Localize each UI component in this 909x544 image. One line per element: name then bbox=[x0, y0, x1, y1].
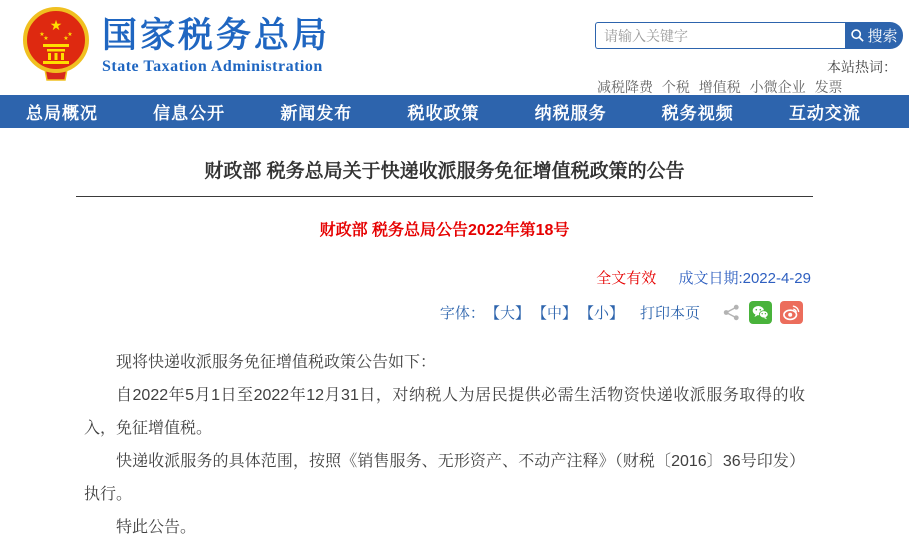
nav-item-interaction[interactable]: 互动交流 bbox=[788, 104, 861, 123]
document-number: 财政部 税务总局公告2022年第18号 bbox=[319, 222, 570, 239]
nav-item-news[interactable]: 新闻发布 bbox=[280, 104, 353, 123]
document-date: 成文日期:2022-4-29 bbox=[678, 270, 811, 287]
national-emblem-logo bbox=[20, 6, 92, 86]
hot-words-list bbox=[597, 77, 848, 97]
svg-text:★: ★ bbox=[49, 17, 63, 33]
document-title: 财政部 税务总局关于快递收派服务免征增值税政策的公告 bbox=[204, 161, 685, 182]
hot-word-link[interactable]: 增值税 bbox=[698, 79, 741, 95]
svg-text:★: ★ bbox=[43, 36, 49, 42]
nav-item-tax-policy[interactable]: 税收政策 bbox=[407, 104, 480, 123]
hot-word-link[interactable]: 发票 bbox=[814, 79, 843, 95]
nav-item-tax-video[interactable]: 税务视频 bbox=[661, 104, 734, 123]
title-divider bbox=[76, 196, 813, 197]
site-header bbox=[0, 0, 909, 95]
font-size-medium-button[interactable]: 【中】 bbox=[531, 305, 577, 322]
font-size-small-button[interactable]: 【小】 bbox=[578, 305, 624, 322]
hot-word-link[interactable]: 小微企业 bbox=[749, 79, 806, 95]
paragraph: 快递收派服务的具体范围，按照《销售服务、无形资产、不动产注释》（财税〔2016〕36号印发）执行。 bbox=[84, 453, 805, 503]
wechat-share-icon[interactable] bbox=[749, 301, 772, 324]
document-body bbox=[76, 346, 813, 544]
toolbar bbox=[76, 301, 813, 324]
svg-text:★: ★ bbox=[67, 32, 73, 38]
status-badge: 全文有效 bbox=[596, 270, 657, 287]
document-panel bbox=[76, 128, 813, 544]
paragraph: 自2022年5月1日至2022年12月31日，对纳税人为居民提供必需生活物资快递收派服务取得的收入，免征增值税。 bbox=[84, 387, 805, 437]
search-button-label: 搜索 bbox=[867, 28, 898, 45]
paragraph: 现将快递收派服务免征增值税政策公告如下： bbox=[116, 354, 437, 371]
font-size-large-button[interactable]: 【大】 bbox=[484, 305, 530, 322]
nav-item-overview[interactable]: 总局概况 bbox=[26, 104, 98, 123]
paragraph: 特此公告。 bbox=[116, 519, 197, 536]
search-icon bbox=[850, 28, 865, 43]
logo-link[interactable] bbox=[20, 6, 330, 86]
print-page-button[interactable]: 打印本页 bbox=[639, 305, 700, 322]
svg-text:★: ★ bbox=[39, 32, 45, 38]
weibo-share-icon[interactable] bbox=[780, 301, 803, 324]
status-row bbox=[76, 267, 813, 288]
search-bar bbox=[595, 22, 903, 49]
nav-item-info-disclosure[interactable]: 信息公开 bbox=[153, 104, 226, 123]
font-size-label: 字体： bbox=[439, 305, 485, 322]
site-title-cn: 国家税务总局 bbox=[102, 16, 331, 55]
site-title-en: State Taxation Administration bbox=[102, 58, 323, 75]
share-group bbox=[722, 301, 803, 324]
search-button[interactable] bbox=[845, 22, 903, 49]
share-icon[interactable] bbox=[722, 303, 741, 322]
hot-word-link[interactable]: 个税 bbox=[661, 79, 690, 95]
hot-words-label: 本站热词： bbox=[827, 59, 897, 75]
hot-word-link[interactable]: 减税降费 bbox=[597, 79, 653, 95]
main-nav bbox=[0, 95, 909, 128]
brand-text bbox=[102, 6, 330, 76]
svg-text:★: ★ bbox=[63, 36, 69, 42]
search-input[interactable] bbox=[595, 22, 845, 49]
nav-item-tax-service[interactable]: 纳税服务 bbox=[534, 104, 607, 123]
